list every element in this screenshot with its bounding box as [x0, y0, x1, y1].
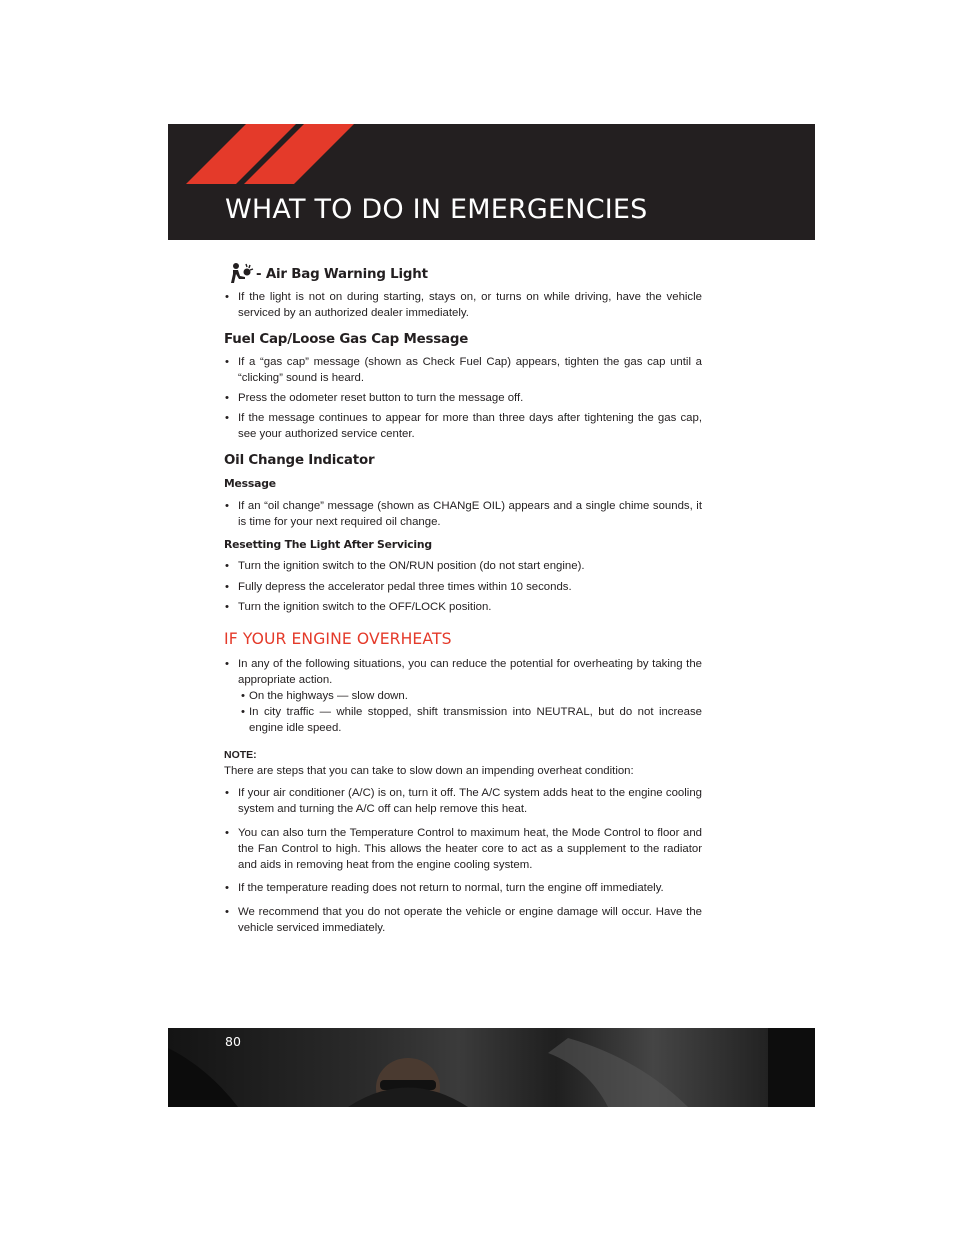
list-item: • If the temperature reading does not return to normal, turn the engine off immediately.	[224, 880, 702, 896]
list-item	[224, 656, 702, 736]
list-item: • If the message continues to appear for more than three days after tightening the gas cap, see your authorized service center.	[224, 410, 702, 442]
list-item: • You can also turn the Temperature Control to maximum heat, the Mode Control to floor and the Fan Control to high. This allows the heater core to act as a supplement to the radiator and aids in removing heat from the engine cooling system.	[224, 825, 702, 873]
page-header	[168, 124, 815, 240]
oil-reset-heading: Resetting The Light After Servicing	[224, 538, 432, 551]
fuelcap-list	[224, 354, 702, 442]
racing-stripes-logo	[168, 124, 368, 194]
oil-message-heading: Message	[224, 477, 276, 490]
overheat-intro: In any of the following situations, you can reduce the potential for overheating by taking the appropriate action.	[238, 658, 702, 686]
overheat-list	[224, 656, 702, 736]
page-number: 80	[225, 1034, 241, 1049]
airbag-heading-row	[224, 262, 702, 284]
list-item: • If your air conditioner (A/C) is on, turn it off. The A/C system adds heat to the engine cooling system and turning the A/C off can help remove this heat.	[224, 785, 702, 817]
footer-photo-banner	[168, 1028, 815, 1107]
overheat-sub-list	[238, 688, 702, 736]
list-item: • If the light is not on during starting, stays on, or turns on while driving, have the vehicle serviced by an authorized dealer immediately.	[224, 289, 702, 321]
airbag-list	[224, 289, 702, 321]
list-item: • Turn the ignition switch to the OFF/LOCK position.	[224, 599, 702, 615]
note-list	[224, 785, 702, 936]
oil-reset-list	[224, 558, 702, 615]
note-text: There are steps that you can take to slow down an impending overheat condition:	[224, 765, 634, 777]
page-content	[224, 262, 702, 936]
oil-message-list	[224, 498, 702, 530]
chapter-title: WHAT TO DO IN EMERGENCIES	[225, 194, 648, 225]
fuelcap-heading: Fuel Cap/Loose Gas Cap Message	[224, 332, 469, 347]
list-item: • We recommend that you do not operate the vehicle or engine damage will occur. Have the vehicle serviced immediately.	[224, 904, 702, 936]
driver-photo	[168, 1028, 815, 1107]
airbag-warning-icon	[228, 262, 254, 284]
list-item: • In city traffic — while stopped, shift transmission into NEUTRAL, but do not increase engine idle speed.	[238, 704, 702, 736]
list-item: • If an “oil change” message (shown as CHANgE OIL) appears and a single chime sounds, it is time for your next required oil change.	[224, 498, 702, 530]
overheat-heading: IF YOUR ENGINE OVERHEATS	[224, 630, 452, 648]
list-item: • If a “gas cap” message (shown as Check Fuel Cap) appears, tighten the gas cap until a “clicking” sound is heard.	[224, 354, 702, 386]
list-item: • On the highways — slow down.	[238, 688, 702, 704]
list-item: • Press the odometer reset button to turn the message off.	[224, 390, 702, 406]
list-item: • Fully depress the accelerator pedal three times within 10 seconds.	[224, 579, 702, 595]
note-label: NOTE:	[224, 749, 257, 761]
airbag-heading: - Air Bag Warning Light	[256, 267, 428, 282]
oil-heading: Oil Change Indicator	[224, 453, 375, 468]
list-item: • Turn the ignition switch to the ON/RUN position (do not start engine).	[224, 558, 702, 574]
